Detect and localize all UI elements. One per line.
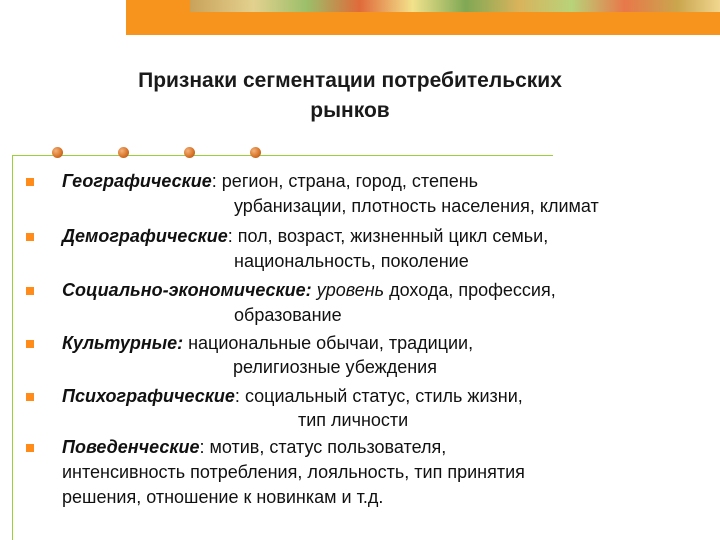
item-term: Демографические xyxy=(62,226,228,246)
item-text: социальный статус, стиль жизни, xyxy=(239,386,523,406)
title-line-1: Признаки сегментации потребительских xyxy=(138,69,562,92)
item-term: Психографические xyxy=(62,386,235,406)
decor-dot xyxy=(52,147,63,158)
item-text-italic: уровень xyxy=(311,280,385,300)
item-term: Географические xyxy=(62,171,212,191)
bullet-icon xyxy=(26,444,34,452)
bullet-icon xyxy=(26,393,34,401)
left-divider xyxy=(12,155,13,540)
item-text: дохода, профессия, xyxy=(384,280,556,300)
banner-image xyxy=(190,0,720,12)
item-text: мотив, статус пользователя, xyxy=(204,437,447,457)
decor-dot xyxy=(250,147,261,158)
item-sep: : xyxy=(227,226,233,246)
item-text: пол, возраст, жизненный цикл семьи, xyxy=(232,226,549,246)
item-text-line2: урбанизации, плотность населения, климат xyxy=(234,196,599,216)
item-text-line2: национальность, поколение xyxy=(234,251,469,271)
item-text-line3: решения, отношение к новинкам и т.д. xyxy=(62,487,384,507)
item-sep: : xyxy=(211,171,217,191)
item-term: Культурные: xyxy=(62,333,184,353)
decor-dot xyxy=(184,147,195,158)
top-divider xyxy=(12,155,553,156)
decor-dot xyxy=(118,147,129,158)
bullet-icon xyxy=(26,233,34,241)
item-term: Поведенческие xyxy=(62,437,200,457)
bullet-icon xyxy=(26,340,34,348)
item-text-line2: религиозные убеждения xyxy=(233,357,437,377)
bullet-icon xyxy=(26,287,34,295)
item-text-line2: интенсивность потребления, лояльность, тип принятия xyxy=(62,462,525,482)
bullet-icon xyxy=(26,178,34,186)
item-term: Социально-экономические: xyxy=(62,280,312,300)
item-text: национальные обычаи, традиции, xyxy=(183,333,474,353)
title-line-2: рынков xyxy=(310,99,390,122)
item-sep: : xyxy=(234,386,240,406)
item-text-line2: образование xyxy=(234,305,342,325)
item-text: регион, страна, город, степень xyxy=(216,171,479,191)
slide-title xyxy=(40,66,660,126)
item-text-line2: тип личности xyxy=(298,410,409,430)
item-sep: : xyxy=(199,437,205,457)
